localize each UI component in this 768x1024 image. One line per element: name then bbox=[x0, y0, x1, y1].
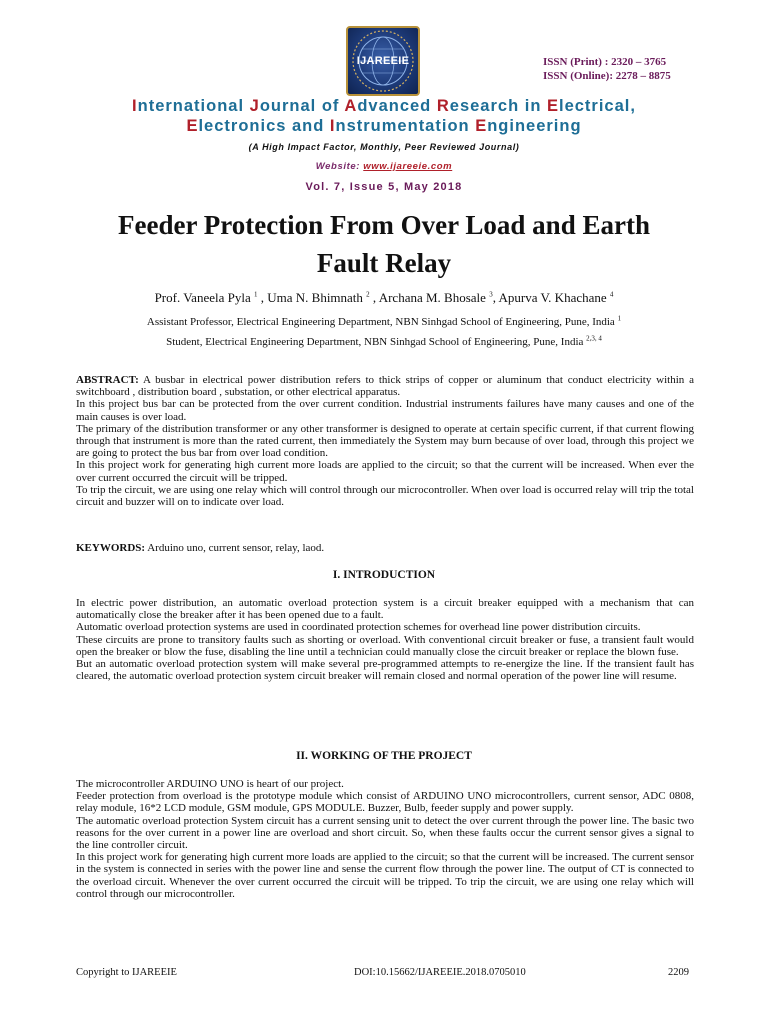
author-name: Prof. Vaneela Pyla bbox=[154, 290, 254, 305]
author-name: , Uma N. Bhimnath bbox=[257, 290, 367, 305]
work-paragraph: The microcontroller ARDUINO UNO is heart of our project. bbox=[76, 778, 344, 790]
journal-subtitle: (A High Impact Factor, Monthly, Peer Reviewed Journal) bbox=[248, 142, 520, 152]
journal-title-capital: I bbox=[329, 117, 336, 135]
journal-title-word: esearch in bbox=[449, 97, 547, 115]
journal-title-line1 bbox=[0, 97, 768, 116]
volume-issue: Vol. 7, Issue 5, May 2018 bbox=[305, 181, 463, 193]
journal-title-word: ournal of bbox=[259, 97, 345, 115]
journal-title-word: ngineering bbox=[487, 117, 582, 135]
author-sup: 4 bbox=[609, 290, 614, 299]
footer-page-number: 2209 bbox=[668, 967, 689, 978]
author-sup: 2 bbox=[366, 290, 370, 299]
intro-paragraph: But an automatic overload protection system will make several pre-programmed attempts to re-energize the line. If the transient fault has cleared, the automatic overload protection system circuit breaker will remain closed and normal operation of the power line will resume. bbox=[76, 658, 694, 683]
journal-title-word: lectrical, bbox=[559, 97, 636, 115]
journal-logo bbox=[346, 26, 420, 96]
journal-title-word: nternational bbox=[137, 97, 250, 115]
abstract-paragraph: To trip the circuit, we are using one relay which will control through our microcontroller. When over load is occurred relay will trip the total circuit and buzzer will on to indicate over load. bbox=[76, 483, 694, 509]
abstract-paragraph: In this project bus bar can be protected from the over current condition. Industrial instruments failures have many causes and one of the main causes is over load. bbox=[76, 398, 694, 423]
author-name: , Apurva V. Khachane bbox=[492, 290, 610, 305]
journal-title-capital: I bbox=[132, 97, 138, 115]
keywords-text: Arduino uno, current sensor, relay, laod. bbox=[145, 542, 325, 554]
intro-paragraph: These circuits are prone to transitory faults such as shorting or overload. With conventional circuit breaker or fuse, a transient fault would open the breaker or blow the fuse, disabling the line until a technician could manually close the circuit breaker or replace the blown fuse. bbox=[76, 633, 694, 658]
journal-title-word: lectronics and bbox=[198, 117, 330, 135]
affiliation-text: Student, Electrical Engineering Department, NBN Sinhgad School of Engineering, Pune, India bbox=[166, 336, 587, 348]
issn-online: ISSN (Online): 2278 – 8875 bbox=[543, 70, 671, 82]
abstract-paragraph bbox=[76, 374, 694, 398]
author-name: , Archana M. Bhosale bbox=[369, 290, 490, 305]
work-paragraph: In this project work for generating high current more loads are applied to the circuit; so that the current will be increased. The current sensor in the system is connected in series with the power line and sense the current flow through the power line. The output of CT is connected to the overload circuit. Whenever the over current occurred the circuit will be tripped. To trip the circuit, we are using one relay which will control through our microcontroller. bbox=[76, 851, 694, 900]
author-sup: 1 bbox=[253, 290, 258, 299]
affiliation-1 bbox=[0, 316, 768, 328]
section-working bbox=[76, 778, 694, 900]
journal-website bbox=[0, 161, 768, 172]
keywords-paragraph bbox=[76, 542, 694, 554]
intro-paragraph: Automatic overload protection systems are used in coordinated protection schemes for overhead line power distribution circuits. bbox=[76, 621, 641, 634]
work-paragraph: Feeder protection from overload is the prototype module which consist of ARDUINO UNO microcontrollers, current sensor, ADC 0808, relay module, 16*2 LCD module, GSM module, GPS MODULE. Buzzer, Bulb, feeder supply and power supply. bbox=[76, 790, 694, 815]
paper-title-line1: Feeder Protection From Over Load and Earth bbox=[118, 210, 650, 240]
journal-title-capital: A bbox=[344, 97, 358, 115]
author-sup: 3 bbox=[489, 290, 493, 299]
journal-title-capital: J bbox=[249, 97, 260, 115]
issn-print: ISSN (Print) : 2320 – 3765 bbox=[543, 56, 667, 68]
journal-title-capital: E bbox=[475, 117, 488, 135]
journal-title-capital: E bbox=[186, 117, 199, 135]
footer-doi: DOI:10.15662/IJAREEIE.2018.0705010 bbox=[354, 967, 526, 978]
abstract-paragraph: In this project work for generating high current more loads are applied to the circuit; so that the current will be increased. When ever the over current occurred the circuit will be tripped. bbox=[76, 459, 694, 484]
author-list bbox=[0, 290, 768, 306]
website-link[interactable]: www.ijareeie.com bbox=[363, 161, 453, 172]
work-paragraph: The automatic overload protection System circuit has a current sensing unit to detect the over current through the power line. The basic two reasons for the over current in a power line are overload and short circuit. So, when these faults occur the current sensor gives a signal to the line controller circuit. bbox=[76, 814, 694, 852]
journal-title-word: nstrumentation bbox=[335, 117, 476, 135]
section-heading-working: II. WORKING OF THE PROJECT bbox=[296, 750, 472, 762]
intro-paragraph: In electric power distribution, an automatic overload protection system is a circuit breaker equipped with a mechanism that can automatically close the breaker after it has been opened due to a fault. bbox=[76, 597, 694, 622]
section-introduction bbox=[76, 597, 694, 682]
journal-title-capital: R bbox=[436, 97, 450, 115]
abstract-paragraph: The primary of the distribution transformer or any other transformer is designed to operate at certain specific current, if that current flowing through that instrument is more than the rated current, then immediately the System may burn because of over load, through this project we are going to protect the bus bar from over load condition. bbox=[76, 422, 694, 460]
footer-copyright: Copyright to IJAREEIE bbox=[76, 967, 177, 978]
logo-text: IJAREEIE bbox=[356, 55, 410, 67]
journal-title-word: dvanced bbox=[357, 97, 437, 115]
abstract bbox=[76, 374, 694, 508]
journal-title-capital: E bbox=[546, 97, 559, 115]
affiliation-sup: 1 bbox=[617, 314, 622, 323]
affiliation-2 bbox=[0, 336, 768, 348]
affiliation-sup: 2,3, 4 bbox=[586, 334, 602, 343]
keywords-label: KEYWORDS: bbox=[76, 542, 146, 554]
website-label: Website: bbox=[315, 161, 364, 172]
paper-title-line2: Fault Relay bbox=[316, 248, 452, 278]
keywords bbox=[76, 542, 694, 554]
affiliation-text: Assistant Professor, Electrical Engineering Department, NBN Sinhgad School of Engineering, Pune, India bbox=[146, 316, 618, 328]
abstract-text: A busbar in electrical power distribution refers to thick strips of copper or aluminum that conduct electricity within a switchboard , distribution board , substation, or other electrical apparatus. bbox=[76, 374, 694, 399]
abstract-label: ABSTRACT: bbox=[76, 374, 139, 386]
journal-title-line2 bbox=[0, 117, 768, 136]
section-heading-introduction: I. INTRODUCTION bbox=[332, 569, 436, 581]
